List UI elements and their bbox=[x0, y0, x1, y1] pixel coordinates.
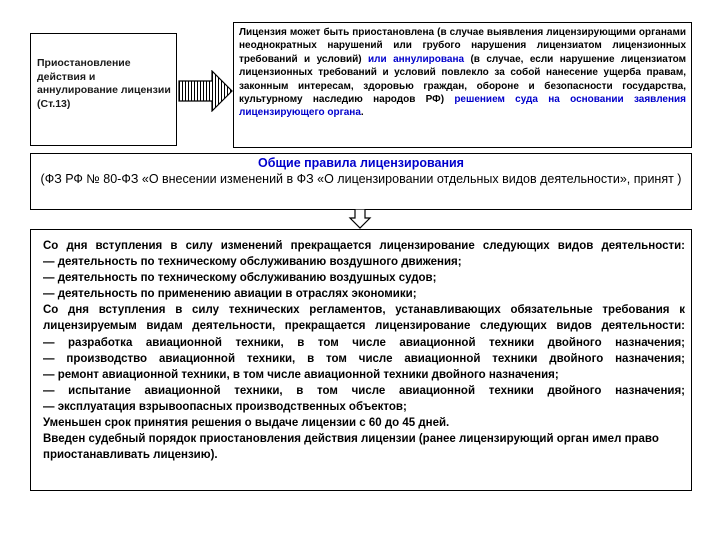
down-arrow-icon bbox=[348, 209, 372, 229]
main-line-12: Введен судебный порядок приостановления действия лицензии (ранее лицензирующий орган имел право приостанавливать лицензию). bbox=[43, 433, 659, 462]
main-line-3: — деятельность по техническому обслуживанию воздушных судов; bbox=[43, 272, 437, 285]
left-box-text: Приостановление действия и аннулирование лицензии (Ст.13) bbox=[37, 57, 171, 110]
header-box bbox=[30, 153, 692, 210]
main-line-11: Уменьшен срок принятия решения о выдаче лицензии с 60 до 45 дней. bbox=[43, 417, 450, 430]
main-line-6: — разработка авиационной техники, в том числе авиационной техники двойного назначения; bbox=[43, 336, 685, 349]
right-box-license-rules bbox=[233, 22, 692, 148]
main-line-10: — эксплуатация взрывоопасных производственных объектов; bbox=[43, 400, 407, 413]
right-box-text-2: (в случае, если нарушение лицензиатом лицензионных требований и условий повлекло за собой нанесение ущерба правам, законным интересам, здоровью граждан, обороне и безопасности государства, культурному наследию народов РФ) bbox=[239, 53, 686, 105]
main-line-4: — деятельность по применению авиации в отраслях экономики; bbox=[43, 288, 417, 301]
header-subtitle: (ФЗ РФ № 80-ФЗ «О внесении изменений в ФЗ «О лицензировании отдельных видов деятельности», принят ) bbox=[40, 172, 682, 187]
header-title: Общие правила лицензирования bbox=[258, 156, 464, 170]
main-line-9: — испытание авиационной техники, в том числе авиационной техники двойного назначения; bbox=[43, 384, 685, 397]
main-box-changes bbox=[30, 229, 692, 491]
main-line-7: — производство авиационной техники, в том числе авиационной техники двойного назначения; bbox=[43, 352, 685, 365]
main-line-5: Со дня вступления в силу технических регламентов, устанавливающих обязательные требования к лицензируемым видам деятельности, прекращается лицензирование следующих видов деятельности: bbox=[43, 304, 685, 333]
main-line-2: — деятельность по техническому обслуживанию воздушного движения; bbox=[43, 256, 462, 269]
right-box-court-decision: решением суда на основании заявления лицензирующего органа bbox=[239, 93, 687, 119]
left-box-suspension-heading bbox=[30, 33, 177, 146]
right-box-annulled: или аннулирована bbox=[368, 53, 465, 65]
right-box-text-3: . bbox=[360, 107, 364, 119]
right-box-text-1: Лицензия может быть приостановлена (в случае выявления лицензирующими органами неоднократных нарушений или грубого нарушения лицензиатом лицензионных требований и условий) bbox=[239, 27, 686, 65]
main-line-8: — ремонт авиационной техники, в том числе авиационной техники двойного назначения; bbox=[43, 368, 559, 381]
right-arrow-icon bbox=[178, 70, 234, 112]
main-line-1: Со дня вступления в силу изменений прекращается лицензирование следующих видов деятельности: bbox=[43, 240, 685, 252]
